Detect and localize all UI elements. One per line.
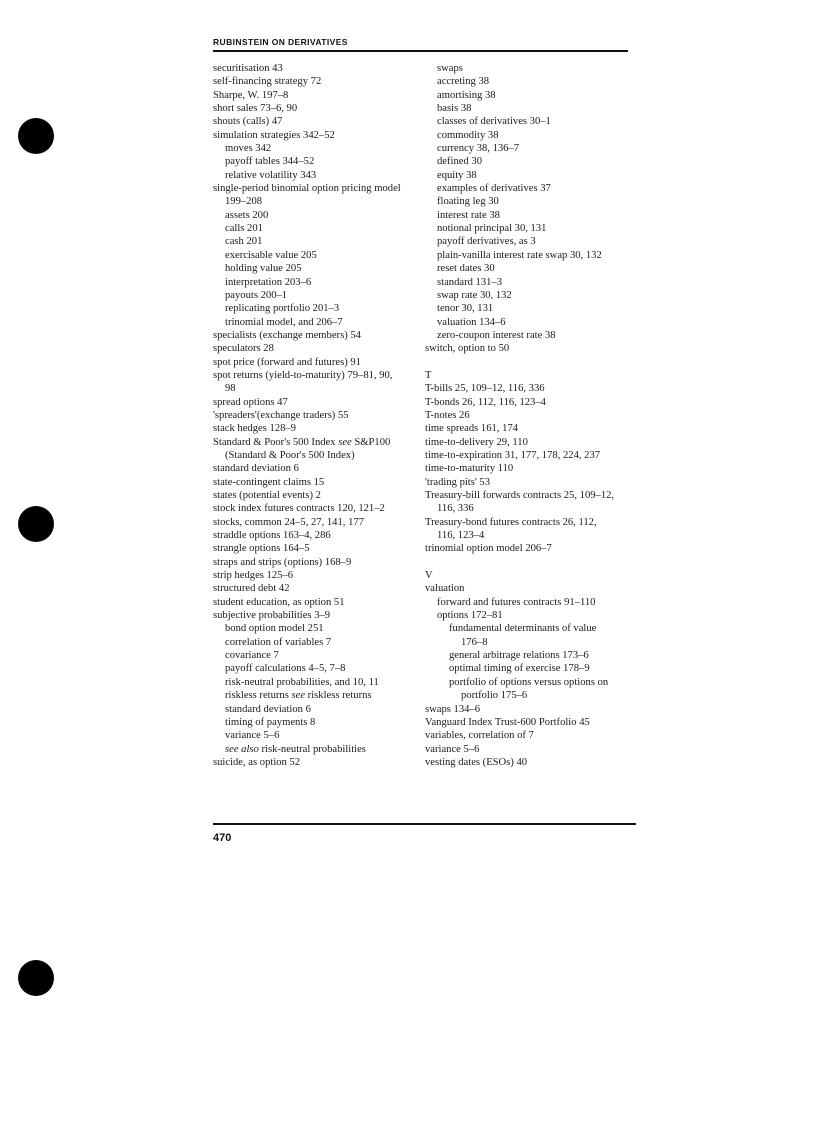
index-entry-line: riskless returns see riskless returns — [225, 690, 372, 702]
index-entry-line: tenor 30, 131 — [437, 303, 494, 315]
header-rule — [213, 50, 628, 52]
index-spacer — [425, 556, 637, 569]
index-entry-line: plain-vanilla interest rate swap 30, 132 — [437, 249, 602, 261]
index-entry — [213, 276, 421, 289]
index-entry-line: switch, option to 50 — [425, 343, 510, 355]
index-entry — [213, 662, 421, 675]
index-entry-line: subjective probabilities 3–9 — [213, 610, 331, 622]
index-entry — [213, 622, 421, 635]
index-entry — [425, 102, 637, 115]
index-entry — [213, 676, 421, 689]
index-entry-line: notional principal 30, 131 — [437, 223, 547, 235]
index-entry — [213, 182, 421, 209]
index-entry — [425, 676, 637, 703]
index-entry — [425, 622, 637, 649]
index-entry — [213, 556, 421, 569]
index-entry — [425, 155, 637, 168]
index-entry — [425, 302, 637, 315]
index-entry-line: self-financing strategy 72 — [213, 76, 322, 88]
index-entry-line: payoff derivatives, as 3 — [437, 236, 536, 248]
running-head: RUBINSTEIN ON DERIVATIVES — [213, 37, 348, 47]
index-entry — [425, 703, 637, 716]
index-entry — [425, 182, 637, 195]
index-entry-line: relative volatility 343 — [225, 169, 317, 181]
index-entry-line: standard deviation 6 — [225, 703, 311, 715]
index-entry — [213, 75, 421, 88]
index-entry-line: zero-coupon interest rate 38 — [437, 329, 556, 341]
index-entry — [213, 569, 421, 582]
index-entry — [425, 729, 637, 742]
index-entry-line: vesting dates (ESOs) 40 — [425, 756, 528, 768]
index-entry-line: commodity 38 — [437, 129, 499, 141]
index-entry-line: V — [425, 570, 433, 582]
index-entry-line: examples of derivatives 37 — [437, 183, 551, 195]
index-entry-line: assets 200 — [225, 209, 269, 221]
index-entry — [425, 449, 637, 462]
index-entry-line: trinomial option model 206–7 — [425, 543, 552, 555]
index-entry — [425, 262, 637, 275]
index-entry-line: classes of derivatives 30–1 — [437, 116, 551, 128]
index-entry-line: straddle options 163–4, 286 — [213, 530, 331, 542]
index-entry — [213, 102, 421, 115]
index-entry-line: variance 5–6 — [225, 730, 280, 742]
index-entry-line: interest rate 38 — [437, 209, 500, 221]
index-entry — [213, 689, 421, 702]
index-entry-line: basis 38 — [437, 103, 472, 115]
index-entry-line: risk-neutral probabilities, and 10, 11 — [225, 676, 379, 688]
index-entry — [425, 222, 637, 235]
index-entry-line: spot price (forward and futures) 91 — [213, 356, 361, 368]
index-entry-line: amortising 38 — [437, 89, 496, 101]
index-entry-line: time-to-delivery 29, 110 — [425, 436, 528, 448]
index-entry — [213, 62, 421, 75]
index-entry-line: Treasury-bill forwards contracts 25, 109–12, — [425, 490, 615, 501]
index-entry-line: stack hedges 128–9 — [213, 423, 296, 435]
index-entry-line: Sharpe, W. 197–8 — [213, 89, 289, 101]
index-entry-line: stocks, common 24–5, 27, 141, 177 — [213, 516, 364, 528]
index-entry-line: fundamental determinants of value — [449, 623, 597, 635]
index-entry — [213, 369, 421, 396]
index-entry-continuation: 116, 123–4 — [437, 530, 485, 542]
index-entry — [425, 342, 637, 355]
index-entry — [213, 396, 421, 409]
index-entry — [425, 462, 637, 475]
index-entry-continuation: 98 — [225, 383, 236, 395]
index-entry — [213, 436, 421, 463]
index-entry — [213, 462, 421, 475]
index-entry — [425, 329, 637, 342]
index-entry-line: student education, as option 51 — [213, 596, 345, 608]
index-entry-line: short sales 73–6, 90 — [213, 103, 298, 115]
index-entry-line: T-bonds 26, 112, 116, 123–4 — [425, 396, 546, 408]
index-entry — [425, 743, 637, 756]
index-entry — [425, 142, 637, 155]
index-entry-line: variance 5–6 — [425, 743, 480, 755]
index-entry-line: time-to-expiration 31, 177, 178, 224, 237 — [425, 449, 601, 461]
index-entry-line: forward and futures contracts 91–110 — [437, 596, 596, 608]
index-entry-line: structured debt 42 — [213, 583, 290, 595]
index-entry — [213, 609, 421, 622]
index-section-letter — [425, 569, 637, 582]
index-entry — [213, 115, 421, 128]
index-entry-line: T-bills 25, 109–12, 116, 336 — [425, 383, 545, 395]
index-entry — [425, 516, 637, 543]
index-entry — [425, 596, 637, 609]
index-column-left — [213, 62, 421, 769]
index-entry — [425, 289, 637, 302]
index-entry — [213, 542, 421, 555]
index-entry — [425, 115, 637, 128]
index-entry — [213, 649, 421, 662]
index-entry-line: timing of payments 8 — [225, 716, 316, 728]
index-entry — [425, 75, 637, 88]
index-spacer — [425, 356, 637, 369]
index-entry — [425, 649, 637, 662]
index-entry — [425, 62, 637, 75]
index-entry — [425, 169, 637, 182]
index-entry — [213, 235, 421, 248]
index-entry-line: single-period binomial option pricing model — [213, 183, 401, 195]
index-entry-line: accreting 38 — [437, 76, 490, 88]
index-entry-line: T — [425, 369, 432, 381]
index-entry-line: payoff calculations 4–5, 7–8 — [225, 663, 346, 675]
index-entry-line: states (potential events) 2 — [213, 490, 321, 501]
index-entry — [213, 356, 421, 369]
index-entry — [213, 89, 421, 102]
index-entry — [213, 209, 421, 222]
index-entry — [425, 422, 637, 435]
index-entry — [213, 529, 421, 542]
index-entry — [213, 489, 421, 502]
index-entry — [425, 382, 637, 395]
index-entry — [425, 476, 637, 489]
index-entry-line: T-notes 26 — [425, 409, 470, 421]
index-entry-line: time-to-maturity 110 — [425, 463, 514, 475]
index-entry — [425, 662, 637, 675]
index-entry-line: options 172–81 — [437, 610, 503, 622]
index-entry — [425, 195, 637, 208]
index-entry-line: valuation — [425, 583, 465, 595]
index-entry-line: standard 131–3 — [437, 276, 503, 288]
index-entry — [425, 582, 637, 595]
index-entry — [425, 489, 637, 516]
binder-hole — [18, 960, 54, 996]
index-entry-line: stock index futures contracts 120, 121–2 — [213, 503, 385, 515]
index-entry-line: Standard & Poor's 500 Index see S&P100 — [213, 436, 391, 448]
index-entry-continuation: 176–8 — [461, 636, 488, 648]
index-entry-line: specialists (exchange members) 54 — [213, 329, 361, 341]
index-entry — [425, 409, 637, 422]
index-entry-line: standard deviation 6 — [213, 463, 299, 475]
index-entry-line: Vanguard Index Trust-600 Portfolio 45 — [425, 716, 590, 728]
index-entry — [425, 129, 637, 142]
index-entry — [213, 262, 421, 275]
binder-hole — [18, 506, 54, 542]
index-section-letter — [425, 369, 637, 382]
index-entry — [425, 249, 637, 262]
index-entry — [213, 222, 421, 235]
index-entry — [213, 142, 421, 155]
index-entry — [213, 703, 421, 716]
index-entry-line: holding value 205 — [225, 263, 302, 275]
index-entry-line: replicating portfolio 201–3 — [225, 303, 340, 315]
index-entry — [425, 436, 637, 449]
index-entry — [213, 636, 421, 649]
index-entry-line: variables, correlation of 7 — [425, 730, 534, 742]
index-entry-line: suicide, as option 52 — [213, 756, 301, 768]
index-entry — [213, 316, 421, 329]
page-number: 470 — [213, 832, 232, 844]
index-entry-line: simulation strategies 342–52 — [213, 129, 335, 141]
index-entry-line: 'spreaders'(exchange traders) 55 — [213, 409, 349, 421]
index-entry-line: state-contingent claims 15 — [213, 476, 325, 488]
index-entry — [213, 422, 421, 435]
index-entry — [213, 502, 421, 515]
index-entry-line: swap rate 30, 132 — [437, 289, 512, 301]
index-entry — [213, 476, 421, 489]
index-entry-line: general arbitrage relations 173–6 — [449, 650, 589, 662]
index-entry-line: 'trading pits' 53 — [425, 476, 491, 488]
index-entry — [425, 89, 637, 102]
index-entry-line: bond option model 251 — [225, 623, 324, 635]
index-entry — [213, 289, 421, 302]
index-entry-line: interpretation 203–6 — [225, 276, 312, 288]
index-entry — [213, 329, 421, 342]
index-entry-line: equity 38 — [437, 169, 477, 181]
index-entry-line: currency 38, 136–7 — [437, 143, 520, 155]
index-entry — [425, 276, 637, 289]
index-entry-line: swaps — [437, 63, 463, 74]
index-entry-line: calls 201 — [225, 223, 263, 235]
index-entry-line: speculators 28 — [213, 343, 274, 355]
index-entry — [213, 169, 421, 182]
index-entry — [425, 609, 637, 622]
index-entry-line: swaps 134–6 — [425, 703, 481, 715]
index-entry — [213, 302, 421, 315]
index-entry-line: spot returns (yield-to-maturity) 79–81, 90, — [213, 369, 393, 381]
index-entry-continuation: portfolio 175–6 — [461, 690, 528, 702]
index-entry — [213, 716, 421, 729]
index-entry-line: defined 30 — [437, 156, 483, 168]
index-entry-line: securitisation 43 — [213, 63, 283, 74]
index-entry — [425, 396, 637, 409]
index-entry-line: portfolio of options versus options on — [449, 676, 609, 688]
index-entry — [425, 316, 637, 329]
index-entry — [425, 756, 637, 769]
index-entry-line: Treasury-bond futures contracts 26, 112, — [425, 516, 597, 528]
index-column-right — [425, 62, 637, 769]
index-entry-line: valuation 134–6 — [437, 316, 506, 328]
index-entry-line: correlation of variables 7 — [225, 636, 332, 648]
index-entry — [213, 155, 421, 168]
index-entry — [213, 582, 421, 595]
index-entry-line: reset dates 30 — [437, 263, 495, 275]
index-entry — [425, 235, 637, 248]
index-entry — [425, 209, 637, 222]
index-entry — [213, 342, 421, 355]
index-entry — [213, 409, 421, 422]
index-entry — [425, 716, 637, 729]
index-entry-line: strip hedges 125–6 — [213, 570, 294, 582]
index-entry-line: trinomial model, and 206–7 — [225, 316, 343, 328]
index-entry-line: strangle options 164–5 — [213, 543, 310, 555]
index-entry-line: time spreads 161, 174 — [425, 423, 518, 435]
index-entry-line: exercisable value 205 — [225, 249, 317, 261]
index-entry-line: floating leg 30 — [437, 196, 499, 208]
index-entry — [213, 516, 421, 529]
index-entry-line: shouts (calls) 47 — [213, 116, 283, 128]
index-entry-line: payouts 200–1 — [225, 289, 288, 301]
index-entry — [213, 729, 421, 742]
index-entry-line: straps and strips (options) 168–9 — [213, 556, 352, 568]
index-entry — [213, 743, 421, 756]
index-entry-line: covariance 7 — [225, 650, 279, 662]
index-entry-line: spread options 47 — [213, 396, 288, 408]
index-entry — [425, 542, 637, 555]
index-entry-line: see also risk-neutral probabilities — [225, 743, 366, 755]
index-entry-continuation: 199–208 — [225, 196, 263, 208]
index-entry-line: cash 201 — [225, 236, 263, 248]
index-entry-line: payoff tables 344–52 — [225, 156, 315, 168]
index-entry-continuation: (Standard & Poor's 500 Index) — [225, 449, 355, 461]
index-entry-line: moves 342 — [225, 143, 272, 155]
footer-rule — [213, 823, 636, 825]
index-entry-continuation: 116, 336 — [437, 503, 474, 515]
binder-hole — [18, 118, 54, 154]
index-entry-line: optimal timing of exercise 178–9 — [449, 663, 590, 675]
index-entry — [213, 756, 421, 769]
index-entry — [213, 249, 421, 262]
index-entry — [213, 596, 421, 609]
index-entry — [213, 129, 421, 142]
